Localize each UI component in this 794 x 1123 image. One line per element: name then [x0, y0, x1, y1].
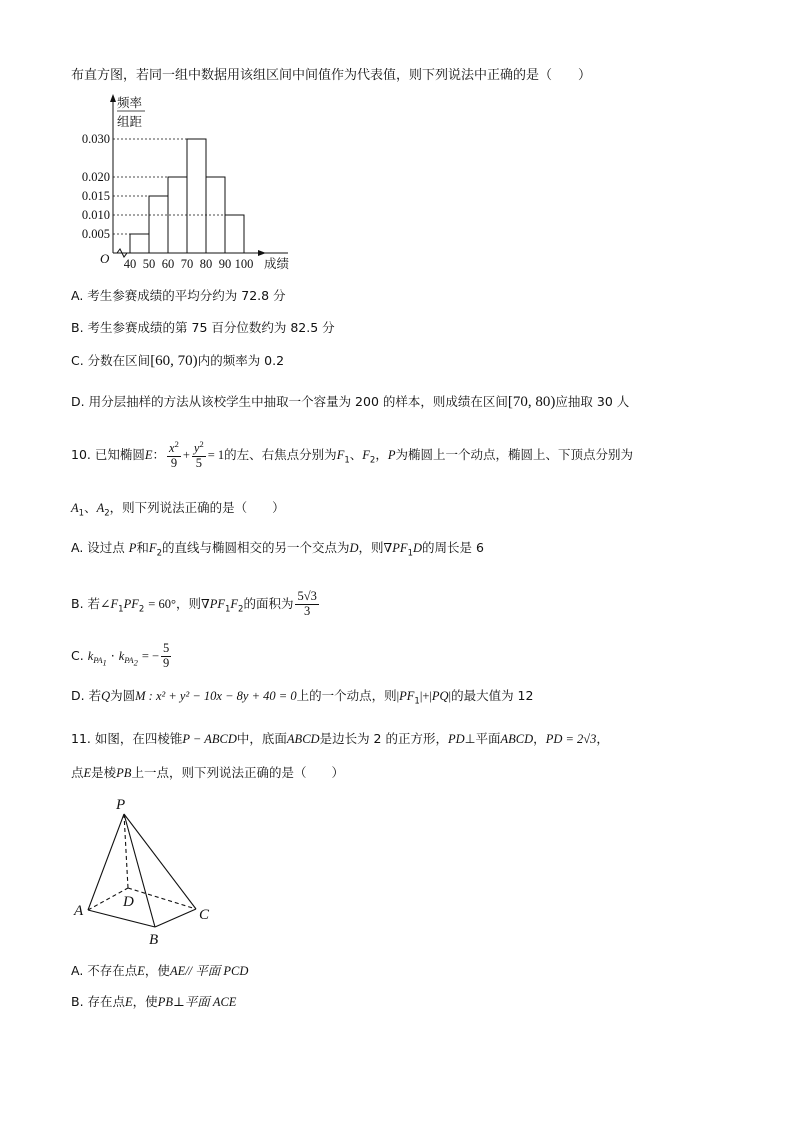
q11-e: E — [83, 766, 92, 780]
q11-a-rel: AE// 平面 PCD — [169, 964, 249, 978]
q10-d-eq: M : x² + y² − 10x − 8y + 40 = 0 — [135, 689, 297, 703]
label-c: C — [199, 907, 210, 923]
q10-a-f2: F — [148, 541, 157, 555]
q11-pyramid: P − ABCD — [182, 732, 237, 746]
q10-d-text: D. 若 — [71, 688, 102, 703]
q11-stem6: ， — [596, 731, 609, 746]
y-tick-label: 0.015 — [81, 189, 110, 203]
q10-c-num: 5 — [163, 641, 170, 655]
q11-pd: PD — [447, 732, 465, 746]
histogram-bar — [187, 139, 206, 253]
q10-p: P — [387, 447, 396, 462]
origin-label: O — [100, 251, 110, 266]
q11-stem5: ， — [533, 731, 546, 746]
y-tick-label: 0.020 — [81, 170, 110, 184]
q10-frac-y: $\frac{y^2}{5}$ — [193, 439, 204, 470]
q11-stem-line2 — [71, 765, 344, 781]
q11-stem3: 是边长为 2 的正方形， — [319, 731, 448, 746]
q9-c-pre: C. 分数在区间 — [71, 353, 151, 368]
y-tick-label: 0.010 — [81, 208, 110, 222]
q10-d-text4: 的最大值为 12 — [451, 688, 534, 703]
edge-ad — [88, 888, 128, 910]
edge-dc — [128, 888, 196, 909]
q10-five: 5 — [195, 455, 202, 470]
histogram-bar — [149, 196, 168, 253]
y-tick-label: 0.005 — [81, 227, 110, 241]
q9-d-post: 应抽取 30 人 — [555, 394, 630, 409]
y-axis-label-line1: 频率 — [117, 95, 143, 110]
x-tick-label: 80 — [199, 257, 213, 271]
label-a: A — [74, 903, 84, 919]
q10-b-text2: = 60°，则 — [148, 596, 201, 611]
q11-b-rel: PB⊥平面 ACE — [157, 995, 237, 1009]
edge-pb — [124, 814, 155, 927]
q10-a-text2: 和 — [136, 540, 149, 555]
q10-b-den: 3 — [304, 603, 311, 618]
histogram-bar — [225, 215, 244, 253]
y-axis-arrow — [110, 94, 116, 102]
q11-stem1: 如图，在四棱锥 — [94, 731, 183, 746]
q10-stem1: 已知椭圆 — [94, 446, 145, 462]
q11-stem4: ⊥平面 — [464, 731, 501, 746]
q10-c-rhs: = − — [141, 648, 160, 663]
q10-nine: 9 — [170, 455, 178, 470]
q10-a1: A — [71, 501, 79, 515]
q10-a-p: P — [128, 541, 137, 555]
q11-a-text: A. 不存在点 — [71, 963, 138, 978]
q9-d-pre: D. 用分层抽样的方法从该校学生中抽取一个容量为 200 的样本，则成绩在区间 — [71, 394, 508, 409]
q10-c-frac — [161, 642, 171, 671]
q10-option-c: C. $k_{PA_1} \cdot k_{PA_2}$ = − $\frac{5}{9}$ — [71, 641, 170, 670]
q11-base2: ABCD — [500, 732, 534, 746]
q9-c-interval: [60, 70) — [150, 353, 198, 369]
q11-b-text: B. 存在点 — [71, 994, 126, 1009]
edge-ab — [88, 910, 155, 927]
q10-stem-line2: $A_1$、$A_2$，则下列说法正确的是（ ） — [71, 500, 285, 519]
q10-a-text3: 的直线与椭圆相交的另一个交点为 — [161, 540, 350, 555]
q10-y: y — [193, 441, 200, 456]
q10-d-text3: 上的一个动点，则 — [296, 688, 397, 703]
q10-stem2: 的左、右焦点分别为 — [224, 446, 337, 462]
q10-d-text2: 为圆 — [110, 688, 136, 703]
q9-d-interval: [70, 80) — [507, 394, 556, 410]
q10-option-d: D. 若Q为圆M : x² + y² − 10x − 8y + 40 = 0上的一个动点，则$|PF_1|+|PQ|$的最大值为 12 — [71, 688, 534, 707]
y-tick-label: 0.030 — [81, 132, 110, 146]
q10-eq1: = 1 — [207, 447, 225, 462]
q10-c-den: 9 — [163, 655, 170, 670]
q11-pd-eq: PD = 2√3 — [545, 732, 597, 746]
q10-ellipse-name: E — [144, 447, 153, 462]
pyramid-figure — [68, 792, 228, 952]
q11-number: 11. — [71, 731, 91, 746]
q10-stem4: ，则下列说法正确的是（ ） — [109, 500, 285, 515]
q10-frac-x: $\frac{x^2}{9}$ — [169, 439, 179, 470]
q9-option-d — [71, 393, 629, 411]
q11-a-text2: ，使 — [144, 963, 170, 978]
q11-line2a: 点 — [71, 765, 84, 780]
x-tick-label: 100 — [234, 257, 254, 271]
q10-a-text: A. 设过点 — [71, 540, 125, 555]
label-p: P — [116, 797, 126, 813]
q10-option-b: B. 若$\angle F_1PF_2 = 60^\circ$，则$\nabla PF_1F_2$的面积为 $\frac{5√3}{3}$ — [71, 589, 317, 618]
q10-option-a: A. 设过点 P和$F_2$的直线与椭圆相交的另一个交点为D，则$\nabla PF_1D$的周长是 6 — [71, 540, 484, 559]
q10-stem3: 为椭圆上一个动点，椭圆上、下顶点分别为 — [395, 446, 633, 462]
q10-x: x — [169, 441, 175, 456]
q11-a-e: E — [137, 964, 145, 978]
q10-f2: F — [362, 447, 370, 462]
q10-b-num: 5√3 — [297, 589, 317, 603]
q9-option-a: A. 考生参赛成绩的平均分约为 72.8 分 — [71, 288, 286, 303]
q9-option-b: B. 考生参赛成绩的第 75 百分位数约为 82.5 分 — [71, 320, 335, 335]
q11-b-text2: ，使 — [132, 994, 158, 1009]
x-tick-label: 50 — [142, 257, 156, 271]
q10-f1: F — [336, 447, 345, 462]
y-axis-label-line2: 组距 — [117, 114, 143, 129]
q10-b-text: B. 若 — [71, 595, 101, 611]
q10-number: 10. — [71, 446, 91, 462]
q11-base: ABCD — [286, 732, 320, 746]
q10-stem-line1: 10. 已知椭圆E： $\frac{x^2}{9}$ + $\frac{y^2}{5}$ = 1的左、右焦点分别为$F_1$、$F_2$，P为椭圆上一个动点，椭圆上、下顶点分别为 — [71, 439, 633, 470]
label-d: D — [123, 894, 134, 910]
q11-option-a — [71, 963, 248, 979]
q10-b-frac — [295, 590, 318, 619]
q11-stem-line1 — [71, 731, 609, 747]
q11-line2b: 是棱 — [91, 765, 117, 780]
q10-c-text: C. — [71, 647, 84, 663]
q10-a2: A — [96, 501, 105, 515]
q11-stem2: 中，底面 — [236, 731, 287, 746]
q10-a-text4: ，则 — [358, 540, 384, 555]
q9-c-post: 内的频率为 0.2 — [197, 353, 285, 368]
x-tick-label: 60 — [161, 257, 175, 271]
edge-pc — [124, 814, 196, 909]
q9-option-c — [71, 352, 284, 370]
edge-bc — [155, 909, 196, 927]
x-tick-label: 40 — [123, 257, 137, 271]
label-b: B — [149, 932, 159, 948]
histogram-chart — [68, 90, 388, 275]
x-tick-label: 70 — [180, 257, 194, 271]
intro-text: 布直方图，若同一组中数据用该组区间中间值作为代表值，则下列说法中正确的是（ ） — [71, 68, 592, 83]
x-axis-label: 成绩 — [264, 256, 290, 271]
x-tick-label: 90 — [218, 257, 232, 271]
q11-pb: PB — [116, 766, 132, 780]
q11-line2c: 上一点，则下列说法正确的是（ ） — [131, 765, 344, 780]
q10-a-text5: 的周长是 6 — [422, 540, 484, 555]
q11-option-b — [71, 994, 236, 1010]
q10-b-text3: 的面积为 — [243, 595, 294, 611]
histogram-bar — [130, 234, 149, 253]
edge-pa — [88, 814, 124, 910]
q11-b-e: E — [125, 995, 133, 1009]
q10-colon: ： — [152, 446, 166, 462]
